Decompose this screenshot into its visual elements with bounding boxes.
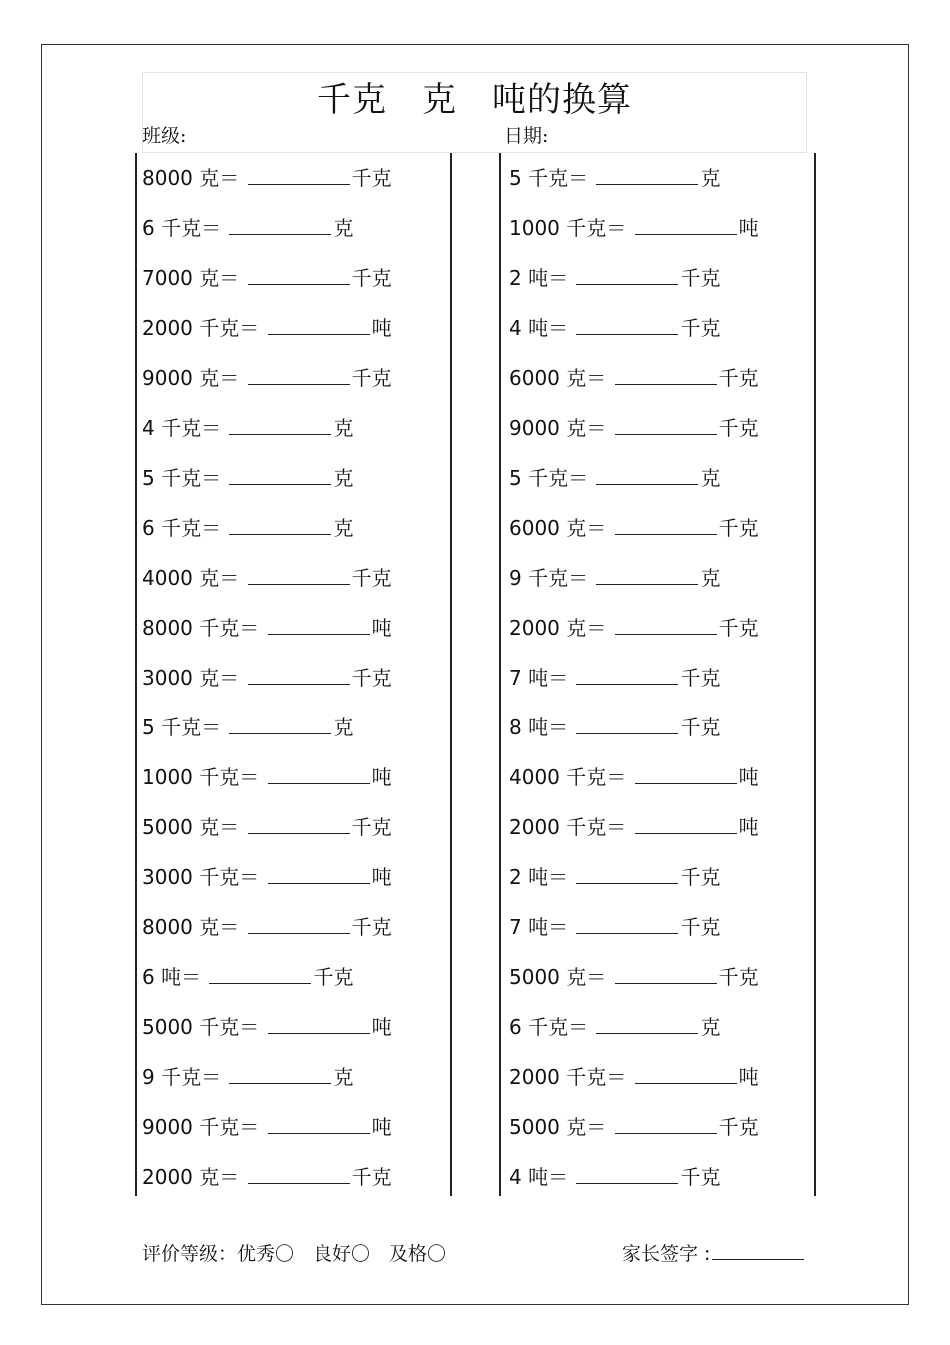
problem-row bbox=[142, 414, 353, 442]
answer-blank[interactable] bbox=[248, 366, 350, 385]
problem-expression: 9000 克＝ bbox=[509, 415, 607, 440]
answer-unit: 吨 bbox=[738, 815, 759, 840]
problem-expression: 9 千克＝ bbox=[509, 565, 589, 590]
answer-blank[interactable] bbox=[248, 566, 350, 585]
left-column-border-left bbox=[135, 153, 137, 1196]
problem-expression: 3000 克＝ bbox=[142, 665, 240, 690]
problem-row bbox=[509, 414, 759, 442]
problem-row bbox=[509, 264, 720, 292]
answer-blank[interactable] bbox=[268, 765, 370, 784]
problem-expression: 6000 克＝ bbox=[509, 365, 607, 390]
answer-unit: 吨 bbox=[371, 1115, 392, 1140]
answer-unit: 克 bbox=[700, 465, 721, 490]
problem-row bbox=[142, 264, 392, 292]
answer-unit: 克 bbox=[333, 715, 354, 740]
answer-blank[interactable] bbox=[576, 1165, 678, 1184]
answer-unit: 千克 bbox=[680, 715, 721, 740]
problem-expression: 1000 千克＝ bbox=[509, 215, 627, 240]
answer-unit: 千克 bbox=[718, 1115, 759, 1140]
problem-expression: 5 千克＝ bbox=[509, 465, 589, 490]
problem-expression: 6 千克＝ bbox=[142, 215, 222, 240]
problem-expression: 7 吨＝ bbox=[509, 915, 569, 940]
answer-blank[interactable] bbox=[615, 416, 717, 435]
answer-blank[interactable] bbox=[576, 915, 678, 934]
answer-blank[interactable] bbox=[229, 466, 331, 485]
problem-row bbox=[142, 1113, 392, 1141]
answer-blank[interactable] bbox=[248, 266, 350, 285]
problem-expression: 8000 千克＝ bbox=[142, 615, 260, 640]
problem-row bbox=[142, 514, 353, 542]
problem-expression: 9 千克＝ bbox=[142, 1065, 222, 1090]
problem-expression: 2 吨＝ bbox=[509, 265, 569, 290]
evaluation-line: 评价等级：优秀〇 良好〇 及格〇 bbox=[142, 1243, 447, 1265]
answer-unit: 克 bbox=[333, 515, 354, 540]
problem-row bbox=[509, 314, 720, 342]
answer-blank[interactable] bbox=[596, 1015, 698, 1034]
problem-row bbox=[142, 963, 353, 991]
right-column-border-right bbox=[814, 153, 816, 1196]
problem-row bbox=[509, 813, 759, 841]
problem-row bbox=[509, 913, 720, 941]
problem-row bbox=[509, 863, 720, 891]
problem-row bbox=[142, 913, 392, 941]
answer-blank[interactable] bbox=[229, 216, 331, 235]
answer-blank[interactable] bbox=[268, 316, 370, 335]
answer-blank[interactable] bbox=[615, 616, 717, 635]
answer-unit: 吨 bbox=[371, 765, 392, 790]
problem-expression: 2000 千克＝ bbox=[142, 315, 260, 340]
answer-unit: 千克 bbox=[718, 515, 759, 540]
problem-row bbox=[509, 514, 759, 542]
answer-blank[interactable] bbox=[615, 965, 717, 984]
answer-unit: 千克 bbox=[680, 915, 721, 940]
left-column-border-right bbox=[450, 153, 452, 1196]
answer-unit: 千克 bbox=[351, 665, 392, 690]
answer-blank[interactable] bbox=[615, 366, 717, 385]
answer-unit: 千克 bbox=[351, 815, 392, 840]
answer-unit: 吨 bbox=[738, 765, 759, 790]
answer-unit: 克 bbox=[700, 166, 721, 190]
answer-blank[interactable] bbox=[576, 316, 678, 335]
answer-unit: 千克 bbox=[718, 415, 759, 440]
problem-row bbox=[509, 164, 720, 192]
answer-blank[interactable] bbox=[635, 216, 737, 235]
problem-row bbox=[142, 614, 392, 642]
answer-blank[interactable] bbox=[596, 466, 698, 485]
answer-unit: 千克 bbox=[351, 915, 392, 940]
problem-row bbox=[142, 1013, 392, 1041]
answer-blank[interactable] bbox=[615, 516, 717, 535]
problem-row bbox=[509, 763, 759, 791]
answer-unit: 克 bbox=[333, 1065, 354, 1090]
problem-expression: 2000 千克＝ bbox=[509, 1065, 627, 1090]
problem-row bbox=[142, 664, 392, 692]
problem-expression: 1000 千克＝ bbox=[142, 765, 260, 790]
answer-unit: 千克 bbox=[680, 1165, 721, 1189]
parent-signature bbox=[622, 1240, 804, 1268]
problem-expression: 6 千克＝ bbox=[509, 1015, 589, 1040]
problem-row bbox=[509, 1113, 759, 1141]
problem-row bbox=[509, 1013, 720, 1041]
problem-expression: 9000 克＝ bbox=[142, 365, 240, 390]
problem-expression: 8 吨＝ bbox=[509, 715, 569, 740]
answer-blank[interactable] bbox=[615, 1115, 717, 1134]
answer-unit: 吨 bbox=[371, 865, 392, 890]
problem-expression: 4000 克＝ bbox=[142, 565, 240, 590]
answer-unit: 克 bbox=[700, 565, 721, 590]
problem-expression: 2000 千克＝ bbox=[509, 815, 627, 840]
answer-blank[interactable] bbox=[229, 715, 331, 734]
answer-blank[interactable] bbox=[576, 666, 678, 685]
answer-unit: 千克 bbox=[351, 565, 392, 590]
answer-unit: 克 bbox=[333, 465, 354, 490]
answer-unit: 千克 bbox=[680, 265, 721, 290]
problem-row bbox=[509, 1063, 759, 1091]
problem-expression: 2 吨＝ bbox=[509, 865, 569, 890]
problem-row bbox=[509, 364, 759, 392]
answer-blank[interactable] bbox=[576, 715, 678, 734]
problem-expression: 5 千克＝ bbox=[509, 166, 589, 190]
problem-row bbox=[509, 664, 720, 692]
answer-blank[interactable] bbox=[268, 1115, 370, 1134]
answer-blank[interactable] bbox=[635, 815, 737, 834]
problem-expression: 5000 克＝ bbox=[142, 815, 240, 840]
answer-blank[interactable] bbox=[248, 166, 350, 185]
answer-unit: 吨 bbox=[738, 1065, 759, 1090]
problem-expression: 5000 克＝ bbox=[509, 965, 607, 990]
problem-row bbox=[142, 763, 392, 791]
answer-blank[interactable] bbox=[248, 666, 350, 685]
problem-row bbox=[142, 863, 392, 891]
problem-row bbox=[142, 364, 392, 392]
problem-expression: 3000 千克＝ bbox=[142, 865, 260, 890]
answer-unit: 克 bbox=[333, 215, 354, 240]
problem-row bbox=[142, 813, 392, 841]
problem-row bbox=[509, 464, 720, 492]
problem-expression: 6 吨＝ bbox=[142, 965, 202, 990]
problem-expression: 5 千克＝ bbox=[142, 465, 222, 490]
answer-blank[interactable] bbox=[596, 166, 698, 185]
answer-unit: 千克 bbox=[718, 615, 759, 640]
problem-row bbox=[142, 564, 392, 592]
problem-expression: 7 吨＝ bbox=[509, 665, 569, 690]
answer-unit: 吨 bbox=[738, 215, 759, 240]
problem-row bbox=[142, 713, 353, 741]
problem-expression: 5000 克＝ bbox=[509, 1115, 607, 1140]
signature-blank[interactable] bbox=[712, 1241, 804, 1260]
page-title: 千克 克 吨的换算 bbox=[317, 80, 632, 120]
problem-row bbox=[509, 1163, 720, 1191]
answer-unit: 千克 bbox=[680, 665, 721, 690]
problem-expression: 2000 克＝ bbox=[509, 615, 607, 640]
answer-unit: 千克 bbox=[313, 965, 354, 990]
answer-blank[interactable] bbox=[229, 416, 331, 435]
answer-unit: 克 bbox=[333, 415, 354, 440]
date-label: 日期: bbox=[504, 125, 549, 147]
answer-unit: 吨 bbox=[371, 315, 392, 340]
problem-expression: 8000 克＝ bbox=[142, 166, 240, 190]
answer-unit: 千克 bbox=[718, 965, 759, 990]
answer-blank[interactable] bbox=[209, 965, 311, 984]
problem-row bbox=[509, 214, 759, 242]
problem-row bbox=[509, 614, 759, 642]
parent-signature-label: 家长签字 : bbox=[622, 1243, 711, 1265]
answer-unit: 千克 bbox=[351, 365, 392, 390]
problem-expression: 6 千克＝ bbox=[142, 515, 222, 540]
right-column-border-left bbox=[499, 153, 501, 1196]
problem-row bbox=[142, 164, 392, 192]
answer-blank[interactable] bbox=[268, 865, 370, 884]
problem-expression: 4 吨＝ bbox=[509, 315, 569, 340]
problem-row bbox=[142, 464, 353, 492]
answer-blank[interactable] bbox=[635, 1065, 737, 1084]
answer-blank[interactable] bbox=[596, 566, 698, 585]
answer-blank[interactable] bbox=[268, 1015, 370, 1034]
answer-unit: 千克 bbox=[718, 365, 759, 390]
answer-blank[interactable] bbox=[576, 266, 678, 285]
problem-row bbox=[509, 564, 720, 592]
problem-expression: 4 千克＝ bbox=[142, 415, 222, 440]
answer-blank[interactable] bbox=[635, 765, 737, 784]
answer-blank[interactable] bbox=[576, 865, 678, 884]
problem-row bbox=[142, 214, 353, 242]
problem-expression: 6000 克＝ bbox=[509, 515, 607, 540]
answer-blank[interactable] bbox=[248, 915, 350, 934]
answer-blank[interactable] bbox=[268, 616, 370, 635]
problem-expression: 9000 千克＝ bbox=[142, 1115, 260, 1140]
answer-blank[interactable] bbox=[229, 516, 331, 535]
problem-expression: 5 千克＝ bbox=[142, 715, 222, 740]
answer-blank[interactable] bbox=[229, 1065, 331, 1084]
problem-row bbox=[509, 713, 720, 741]
problem-row bbox=[142, 1163, 392, 1191]
problem-row bbox=[142, 1063, 353, 1091]
answer-unit: 吨 bbox=[371, 615, 392, 640]
class-label: 班级: bbox=[142, 125, 187, 147]
answer-unit: 克 bbox=[700, 1015, 721, 1040]
answer-unit: 千克 bbox=[351, 265, 392, 290]
answer-unit: 千克 bbox=[680, 865, 721, 890]
answer-blank[interactable] bbox=[248, 1165, 350, 1184]
problem-expression: 8000 克＝ bbox=[142, 915, 240, 940]
answer-unit: 吨 bbox=[371, 1015, 392, 1040]
problem-expression: 4000 千克＝ bbox=[509, 765, 627, 790]
problem-row bbox=[509, 963, 759, 991]
answer-unit: 千克 bbox=[680, 315, 721, 340]
problem-expression: 5000 千克＝ bbox=[142, 1015, 260, 1040]
problem-row bbox=[142, 314, 392, 342]
problem-expression: 2000 克＝ bbox=[142, 1165, 240, 1189]
answer-unit: 千克 bbox=[351, 166, 392, 190]
answer-blank[interactable] bbox=[248, 815, 350, 834]
answer-unit: 千克 bbox=[351, 1165, 392, 1189]
problem-expression: 7000 克＝ bbox=[142, 265, 240, 290]
problem-expression: 4 吨＝ bbox=[509, 1165, 569, 1189]
